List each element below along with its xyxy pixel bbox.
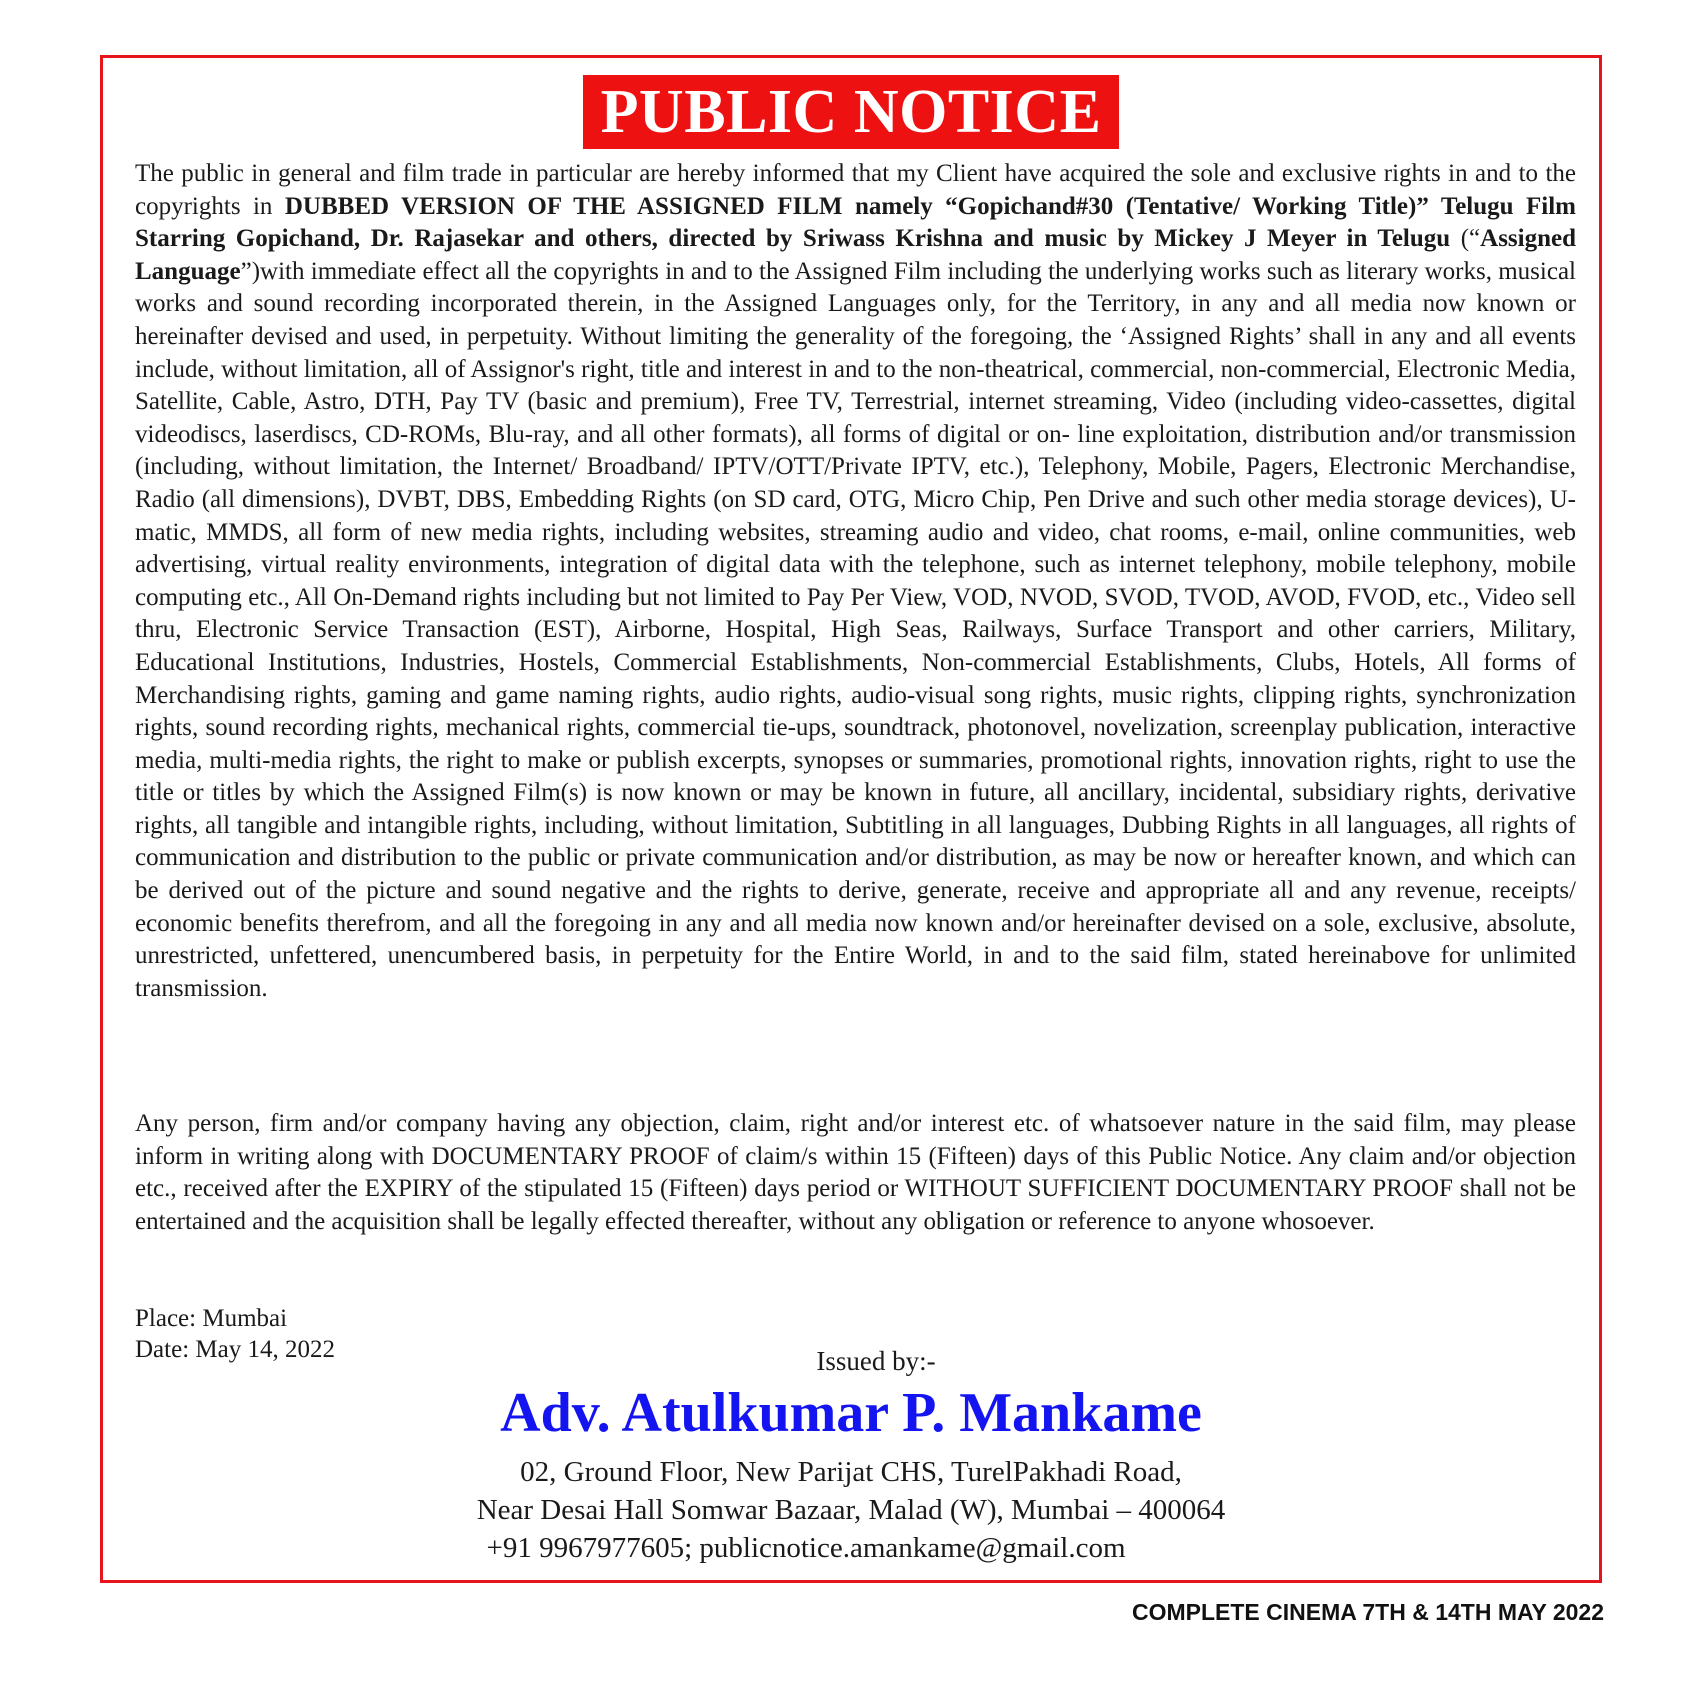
paragraph-rights-open-quote: (“ bbox=[1450, 225, 1481, 253]
paragraph-rights-body: ”)with immediate effect all the copyrights in and to the Assigned Film including the underlying works such as literary works, musical works and sound recording incorporated therein, in the Assigned Languages only, for the Territory, in any and all media now known or hereinafter devised and used, in perpetuity. Without limiting the generality of the foregoing, the ‘Assigned Rights’ shall in any and all events include, without limitation, all of Assignor's right, title and interest in and to the non-theatrical, commercial, non-commercial, Electronic Media, Satellite, Cable, Astro, DTH, Pay TV (basic and premium), Free TV, Terrestrial, internet streaming, Video (including video-cassettes, digital videodiscs, laserdiscs, CD-ROMs, Blu-ray, and all other formats), all forms of digital or on- line exploitation, distribution and/or transmission (including, without limitation, the Internet/ Broadband/ IPTV/OTT/Private IPTV, etc.), Telephony, Mobile, Pagers, Electronic Merchandise, Radio (all dimensions), DVBT, DBS, Embedding Rights (on SD card, OTG, Micro Chip, Pen Drive and such other media storage devices), U-matic, MMDS, all form of new media rights, including websites, streaming audio and video, chat rooms, e-mail, online communities, web advertising, virtual reality environments, integration of digital data with the telephone, such as internet telephony, mobile telephony, mobile computing etc., All On-Demand rights including but not limited to Pay Per View, VOD, NVOD, SVOD, TVOD, AVOD, FVOD, etc., Video sell thru, Electronic Service Transaction (EST), Airborne, Hospital, High Seas, Railways, Surface Transport and other carriers, Military, Educational Institutions, Industries, Hostels, Commercial Establishments, Non-commercial Establishments, Clubs, Hotels, All forms of Merchandising rights, gaming and game naming rights, audio rights, audio-visual song rights, music rights, clipping rights, synchronization rights, sound recording rights, mechanical rights, commercial tie-ups, soundtrack, photonovel, novelization, screenplay publication, interactive media, multi-media rights, the right to make or publish excerpts, synopses or summaries, promotional rights, innovation rights, right to use the title or titles by which the Assigned Film(s) is now known or may be known in future, all ancillary, incidental, subsidiary rights, derivative rights, all tangible and intangible rights, including, without limitation, Subtitling in all languages, Dubbing Rights in all languages, all rights of communication and distribution to the public or private communication and/or distribution, as may be now or hereafter known, and which can be derived out of the picture and sound negative and the rights to derive, generate, receive and appropriate all and any revenue, receipts/ economic benefits therefrom, and all the foregoing in any and all media now known and/or hereinafter devised on a sole, exclusive, absolute, unrestricted, unfettered, unencumbered basis, in perpetuity for the Entire World, in and to the said film, stated hereinabove for unlimited transmission. bbox=[135, 257, 1576, 1002]
address-line-1: 02, Ground Floor, New Parijat CHS, TurelPakhadi Road, bbox=[520, 1456, 1182, 1488]
paragraph-objection-text: Any person, firm and/or company having any objection, claim, right and/or interest etc. of whatsoever nature in the said film, may please inform in writing along with DOCUMENTARY PROOF of claim/s within 15 (Fifteen) days of this Public Notice. Any claim and/or objection etc., received after the EXPIRY of the stipulated 15 (Fifteen) days period or WITHOUT SUFFICIENT DOCUMENTARY PROOF shall not be entertained and the acquisition shall be legally effected thereafter, without any obligation or reference to anyone whosoever. bbox=[135, 1110, 1576, 1235]
publication-footer: COMPLETE CINEMA 7TH & 14TH MAY 2022 bbox=[1131, 1599, 1604, 1625]
address-block bbox=[103, 1453, 1599, 1567]
notice-paragraph-objection bbox=[135, 1108, 1576, 1238]
notice-title: PUBLIC NOTICE bbox=[583, 75, 1120, 149]
paragraph-rights-intro: The public in general and film trade in particular are hereby informed that my Client have acquired the sole and exclusive rights in and to the copyrights in bbox=[135, 160, 1576, 220]
issued-by-label: Issued by:- bbox=[816, 1346, 936, 1376]
date-text: Date: May 14, 2022 bbox=[135, 1336, 335, 1363]
advocate-name: Adv. Atulkumar P. Mankame bbox=[500, 1382, 1202, 1444]
place-text: Place: Mumbai bbox=[135, 1305, 288, 1332]
film-details-bold: DUBBED VERSION OF THE ASSIGNED FILM namely “Gopichand#30 (Tentative/ Working Title)” Telugu Film Starring Gopichand, Dr. Rajasekar and others, directed by Sriwass Krishna and music by Mickey J Meyer in Telugu bbox=[135, 192, 1576, 253]
contact-line: +91 9967977605; publicnotice.amankame@gmail.com bbox=[486, 1532, 1126, 1564]
assigned-language-bold: Assigned Language bbox=[135, 225, 1577, 285]
title-container bbox=[103, 75, 1599, 149]
notice-paragraph-rights bbox=[135, 158, 1576, 1005]
notice-border bbox=[100, 55, 1602, 1583]
paragraph-rights-text bbox=[135, 158, 1576, 1005]
address-line-2: Near Desai Hall Somwar Bazaar, Malad (W), Mumbai – 400064 bbox=[476, 1494, 1226, 1526]
